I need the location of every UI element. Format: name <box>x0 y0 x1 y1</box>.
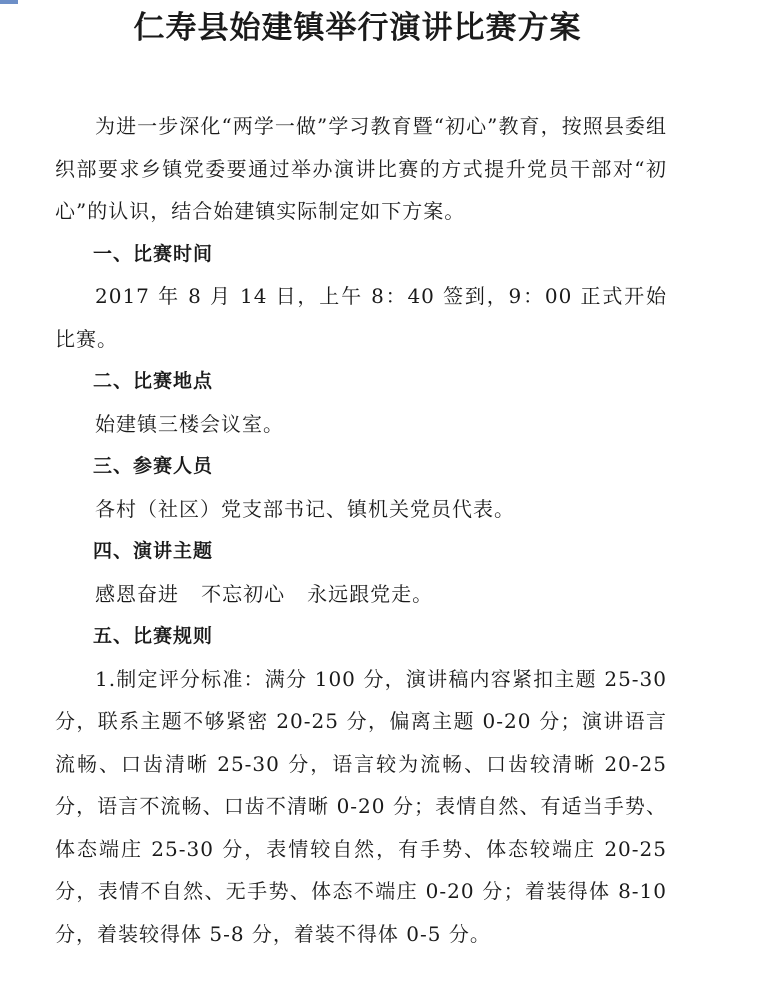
section-heading-theme: 四、演讲主题 <box>93 540 214 562</box>
section-text-participants: 各村（社区）党支部书记、镇机关党员代表。 <box>95 496 515 521</box>
page-corner-mark <box>0 0 18 4</box>
section-text-theme: 感恩奋进 不忘初心 永远跟党走。 <box>95 581 434 606</box>
document-body <box>55 105 667 955</box>
section-heading-participants: 三、参赛人员 <box>93 455 214 477</box>
section-text-time: 2017 年 8 月 14 日，上午 8：40 签到，9：00 正式开始比赛。 <box>55 284 667 351</box>
section-text-location: 始建镇三楼会议室。 <box>95 411 284 436</box>
document-title: 仁寿县始建镇举行演讲比赛方案 <box>133 10 582 46</box>
section-text-rules: 1.制定评分标准：满分 100 分，演讲稿内容紧扣主题 25-30 分，联系主题不够紧密 20-25 分，偏离主题 0-20 分；演讲语言流畅、口齿清晰 25-30 分，语言较为流畅、口齿较清晰 20-25 分，语言不流畅、口齿不清晰 0-20 分；表情自然、有适当手势、体态端庄 25-30 分，表情较自然，有手势、体态较端庄 20-25 分，表情不自然、无手势、体态不端庄 0-20 分；着装得体 8-10 分，着装较得体 5-8 分，着装不得体 0-5 分。 <box>55 666 667 946</box>
section-heading-time: 一、比赛时间 <box>93 242 214 265</box>
section-heading-location: 二、比赛地点 <box>93 370 214 392</box>
section-heading-rules: 五、比赛规则 <box>93 625 214 647</box>
intro-paragraph: 为进一步深化“两学一做”学习教育暨“初心”教育，按照县委组织部要求乡镇党委要通过举办演讲比赛的方式提升党员干部对“初心”的认识，结合始建镇实际制定如下方案。 <box>55 114 667 223</box>
